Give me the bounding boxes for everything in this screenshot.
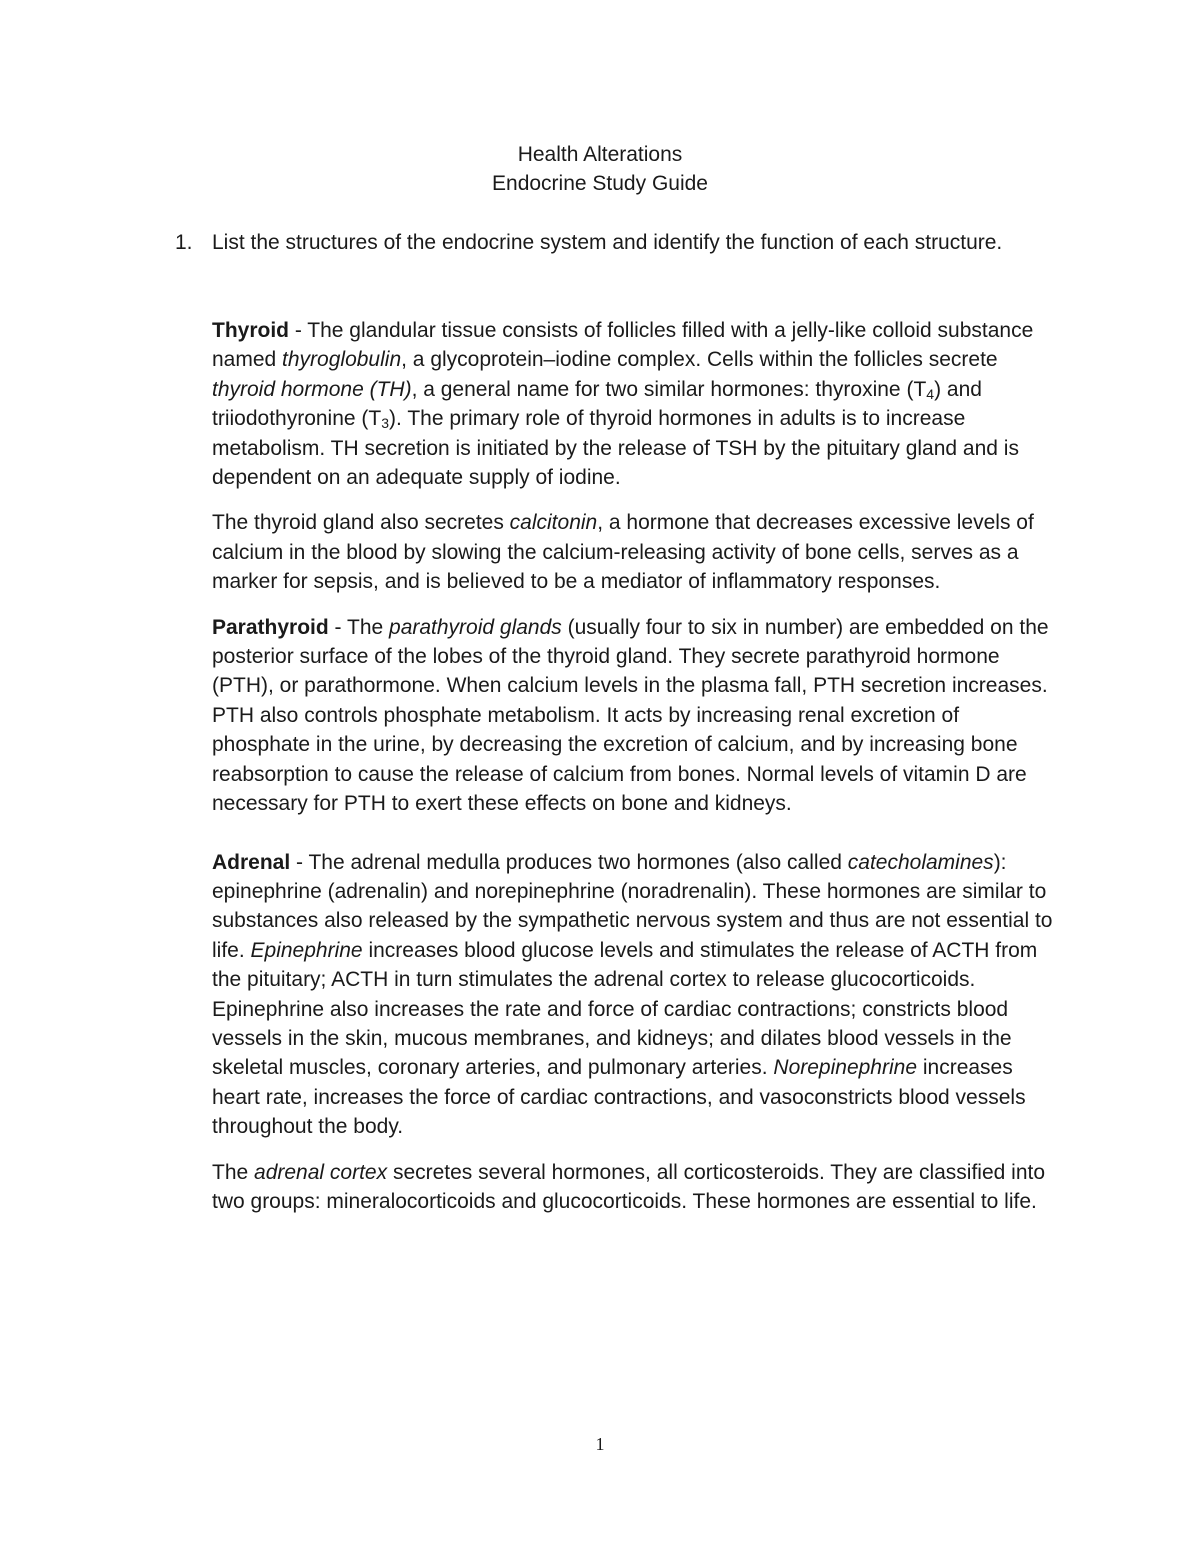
page-number: 1 [595, 1434, 605, 1454]
subscript: 4 [926, 385, 935, 402]
adrenal-term: Adrenal [212, 850, 291, 874]
subscript: 3 [381, 415, 390, 432]
thyroid-term: Thyroid [212, 319, 289, 342]
thyroid-paragraph-1 [212, 316, 1062, 492]
text-run: ): epinephrine (adrenalin) and norepinephrine (noradrenalin). These hormones are similar to substances also released by the sympathetic nervous system and thus are not essential to life. [212, 850, 1053, 962]
italic-run: adrenal cortex [254, 1160, 388, 1184]
title-line-2: Endocrine Study Guide [492, 172, 708, 195]
question-text: List the structures of the endocrine system and identify the function of each structure. [212, 231, 1003, 254]
parathyroid-paragraph [212, 613, 1062, 819]
thyroid-paragraph-2 [212, 508, 1062, 596]
question-1 [175, 228, 1055, 257]
text-run: The thyroid gland also secretes [212, 511, 510, 535]
text-run: , a general name for two similar hormones: thyroxine (T [411, 377, 927, 401]
text-run: - The [328, 615, 390, 639]
text-run: , a hormone that decreases excessive levels of calcium in the blood by slowing the calcium-releasing activity of bone cells, serves as a marker for sepsis, and is believed to be a mediator of inflammatory responses. [212, 511, 1034, 594]
text-run: - The glandular tissue consists of follicles filled with a jelly-like colloid substance named [212, 319, 1034, 372]
title-line-1: Health Alterations [517, 143, 683, 166]
text-run: (usually four to six in number) are embedded on the posterior surface of the lobes of the thyroid gland. They secrete parathyroid hormone (PTH), or parathormone. When calcium levels in the plasma fall, PTH secretion increases. PTH also controls phosphate metabolism. It acts by increasing renal excretion of phosphate in the urine, by decreasing the excretion of calcium, and by increasing bone reabsorption to cause the release of calcium from bones. Normal levels of vitamin D are necessary for PTH to exert these effects on bone and kidneys. [212, 615, 1049, 816]
text-run: ) and triiodothyronine (T [212, 377, 982, 431]
italic-run: Norepinephrine [773, 1056, 918, 1080]
italic-run: Epinephrine [250, 938, 363, 962]
text-run: secretes several hormones, all corticosteroids. They are classified into two groups: mineralocorticoids and glucocorticoids. These hormones are essential to life. [212, 1160, 1046, 1213]
question-number: 1. [175, 231, 193, 254]
parathyroid-term: Parathyroid [212, 615, 329, 639]
adrenal-paragraph-1 [212, 848, 1062, 1142]
italic-run: thyroid hormone (TH) [212, 377, 412, 401]
italic-run: catecholamines [847, 850, 994, 874]
text-run: , a glycoprotein–iodine complex. Cells within the follicles secrete [401, 348, 998, 372]
italic-run: thyroglobulin [282, 348, 402, 372]
answer-body [212, 316, 1062, 1216]
document-title [0, 140, 1200, 198]
text-run: increases heart rate, increases the force of cardiac contractions, and vasoconstricts blood vessels throughout the body. [212, 1056, 1026, 1139]
italic-run: parathyroid glands [389, 615, 562, 639]
text-run: ). The primary role of thyroid hormones in adults is to increase metabolism. TH secretion is initiated by the release of TSH by the pituitary gland and is dependent on an adequate supply of iodine. [212, 407, 1019, 490]
text-run: - The adrenal medulla produces two hormones (also called [290, 850, 848, 874]
text-run: increases blood glucose levels and stimulates the release of ACTH from the pituitary; ACTH in turn stimulates the adrenal cortex to release glucocorticoids. Epinephrine also increases the rate and force of cardiac contractions; constricts blood vessels in the skin, mucous membranes, and kidneys; and dilates blood vessels in the skeletal muscles, coronary arteries, and pulmonary arteries. [212, 938, 1038, 1080]
text-run: The [212, 1160, 255, 1184]
italic-run: calcitonin [509, 511, 598, 535]
adrenal-paragraph-2 [212, 1158, 1062, 1217]
